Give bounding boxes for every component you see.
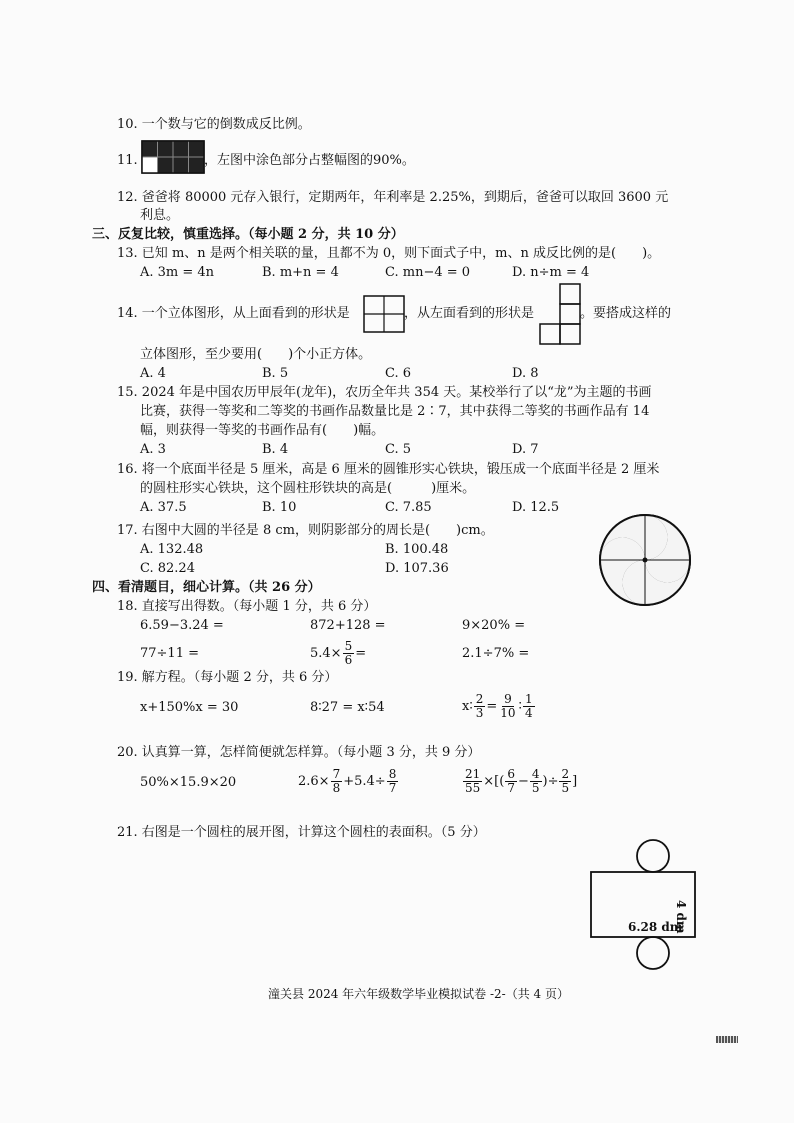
q15-option-a: A. 3: [140, 442, 166, 457]
question-15-line2: 比赛，获得一等奖和二等奖的书画作品数量比是 2∶7，其中获得二等奖的书画作品有 14: [140, 404, 650, 419]
q18-item-2: 872+128 =: [310, 618, 386, 633]
q18-item-3: 9×20% =: [462, 618, 526, 633]
height-label: 4 dm: [674, 900, 688, 934]
q20-expression-3: $\frac{21}{55}$ ×[( $\frac{6}{7}$ − $\frac{4}{5}$ )÷ $\frac{2}{5}$ ]: [465, 767, 578, 795]
q20-expression-2: 2.6× $\frac{7}{8}$ +5.4÷ $\frac{8}{7}$: [298, 767, 397, 795]
question-18-stem: 18. 直接写出得数。（每小题 1 分，共 6 分）: [117, 599, 377, 614]
q19-equation-2: 8∶27 = x∶54: [310, 700, 385, 715]
q18-item-4: 77÷11 =: [140, 646, 200, 661]
q14-option-b: B. 5: [262, 366, 289, 381]
q15-option-b: B. 4: [262, 442, 289, 457]
q16-option-b: B. 10: [262, 500, 297, 515]
question-14-stem-c: 。要搭成这样的: [580, 306, 672, 321]
q14-option-d: D. 8: [512, 366, 539, 381]
q20-expression-1: 50%×15.9×20: [140, 775, 237, 790]
q13-option-a: A. 3m = 4n: [140, 265, 215, 280]
question-11-text: ，左图中涂色部分占整幅图的90%。: [204, 153, 415, 168]
watermark-logo: [716, 1036, 738, 1043]
q15-option-d: D. 7: [512, 442, 539, 457]
page-footer: 潼关县 2024 年六年级数学毕业模拟试卷 -2-（共 4 页）: [268, 987, 569, 1001]
q18-item-1: 6.59−3.24 =: [140, 618, 224, 633]
q19-equation-1: x+150%x = 30: [140, 700, 239, 715]
question-15-line1: 15. 2024 年是中国农历甲辰年(龙年)，农历全年共 354 天。某校举行了以“龙”为主题的书画: [117, 385, 652, 400]
question-19-stem: 19. 解方程。（每小题 2 分，共 6 分）: [117, 670, 338, 685]
q17-circle-figure: [598, 513, 692, 607]
left-view-figure: [540, 284, 580, 344]
q15-option-c: C. 5: [385, 442, 412, 457]
question-20-stem: 20. 认真算一算，怎样简便就怎样算。（每小题 3 分，共 9 分）: [117, 745, 481, 760]
q16-option-c: C. 7.85: [385, 500, 432, 515]
question-10: 10. 一个数与它的倒数成反比例。: [117, 117, 311, 132]
question-17-stem: 17. 右图中大圆的半径是 8 cm，则阴影部分的周长是( )cm。: [117, 523, 494, 538]
q17-option-a: A. 132.48: [140, 542, 204, 557]
question-14-stem-b: ，从左面看到的形状是: [404, 306, 535, 321]
q17-option-b: B. 100.48: [385, 542, 449, 557]
q13-option-b: B. m+n = 4: [262, 265, 339, 280]
q18-item-6: 2.1÷7% =: [462, 646, 530, 661]
top-view-figure: [364, 296, 404, 332]
question-14-stem-a: 14. 一个立体图形，从上面看到的形状是: [117, 306, 350, 321]
question-14-line2: 立体图形，至少要用( )个小正方体。: [140, 347, 372, 362]
question-15-line3: 幅，则获得一等奖的书画作品有( )幅。: [140, 423, 385, 438]
question-13-stem: 13. 已知 m、n 是两个相关联的量，且都不为 0，则下面式子中，m、n 成反比例的是( )。: [117, 246, 661, 261]
question-11-number: 11.: [117, 153, 138, 168]
section-4-heading: 四、看清题目，细心计算。（共 26 分）: [92, 580, 321, 595]
question-12-line1: 12. 爸爸将 80000 元存入银行，定期两年，年利率是 2.25%，到期后，爸爸可以取回 3600 元: [117, 190, 669, 205]
width-label: 6.28 dm: [628, 920, 683, 934]
question-12-line2: 利息。: [140, 208, 180, 223]
q18-item-5: 5.4× $\frac{5}{6}$ =: [310, 639, 367, 667]
question-16-line1: 16. 将一个底面半径是 5 厘米，高是 6 厘米的圆锥形实心铁块，锻压成一个底面半径是 2 厘米: [117, 462, 660, 477]
q14-option-c: C. 6: [385, 366, 412, 381]
q16-option-d: D. 12.5: [512, 500, 560, 515]
q17-option-c: C. 82.24: [140, 561, 195, 576]
q13-option-c: C. mn−4 = 0: [385, 265, 471, 280]
q13-option-d: D. n÷m = 4: [512, 265, 590, 280]
q11-grid-figure: [142, 141, 204, 173]
q16-option-a: A. 37.5: [140, 500, 187, 515]
q19-equation-3: x∶ $\frac{2}{3}$ = $\frac{9}{10}$ ∶ $\frac{1}{4}$: [462, 692, 533, 720]
q14-option-a: A. 4: [140, 366, 166, 381]
section-3-heading: 三、反复比较，慎重选择。（每小题 2 分，共 10 分）: [92, 227, 404, 242]
q17-option-d: D. 107.36: [385, 561, 449, 576]
question-21-stem: 21. 右图是一个圆柱的展开图，计算这个圆柱的表面积。（5 分）: [117, 825, 486, 840]
cylinder-net-figure: [590, 838, 710, 974]
question-16-line2: 的圆柱形实心铁块，这个圆柱形铁块的高是( )厘米。: [140, 481, 476, 496]
